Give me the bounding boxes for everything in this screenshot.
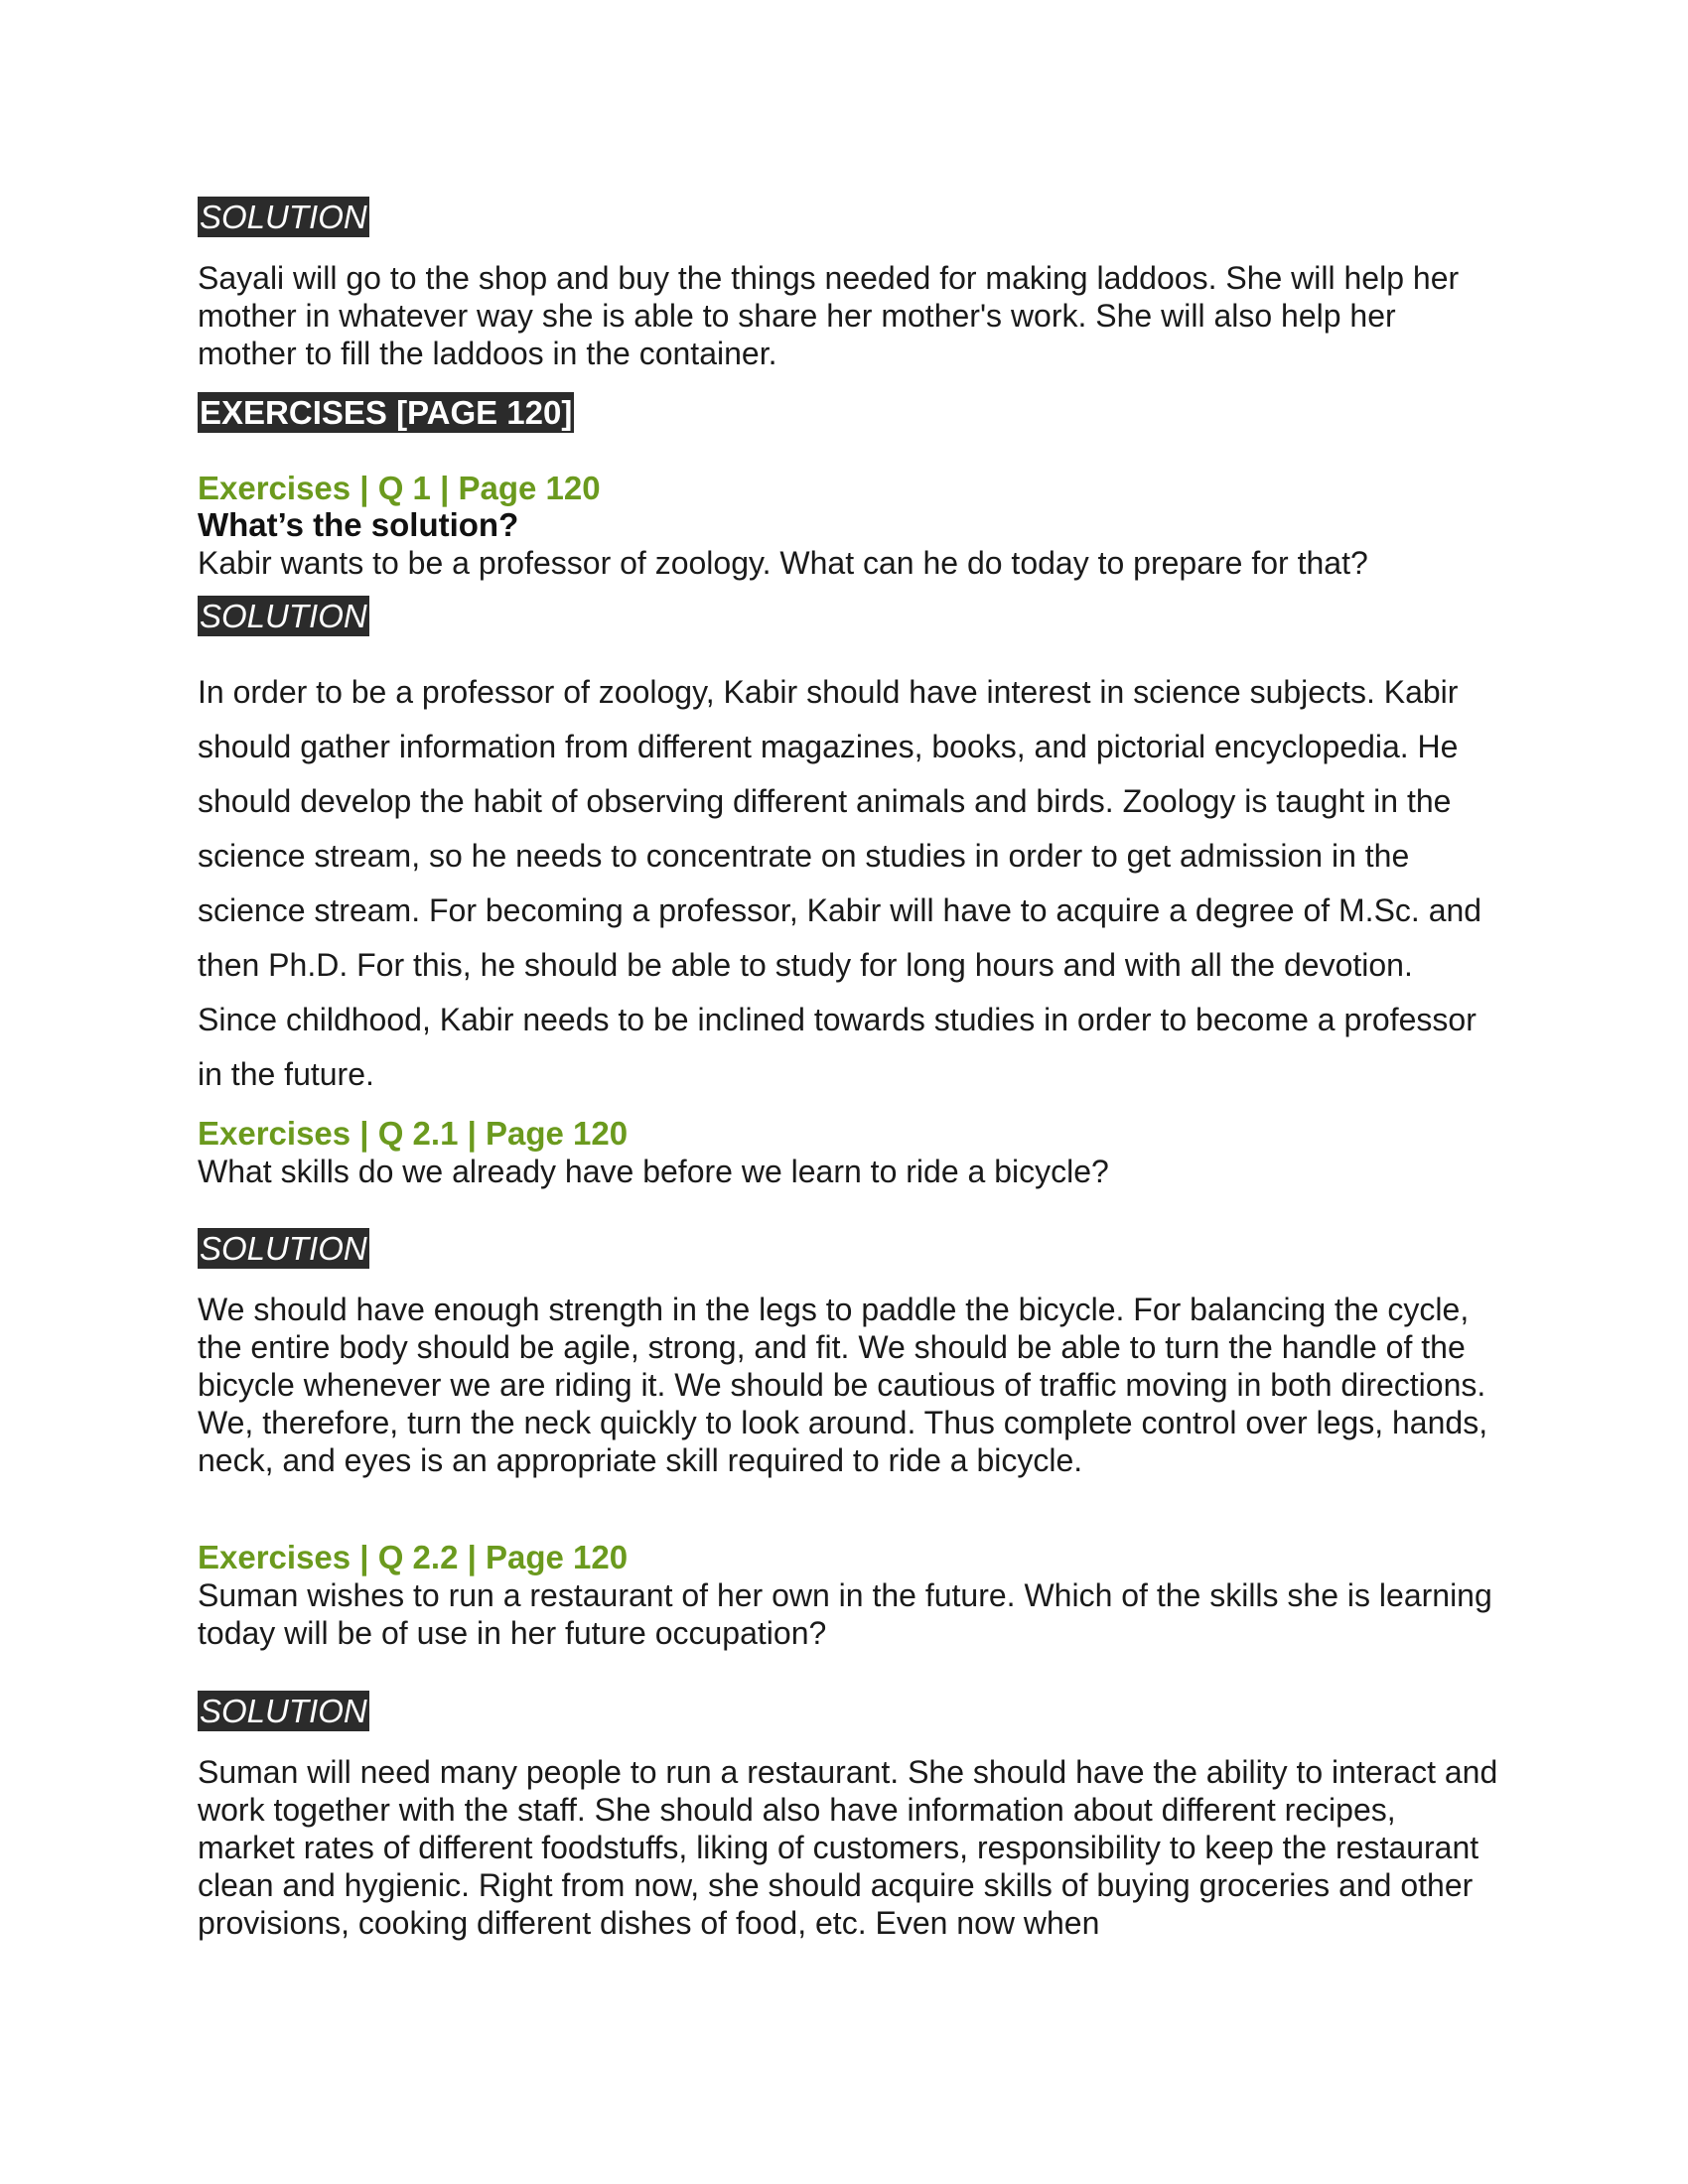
solution-answer bbox=[198, 1291, 1498, 1479]
question-text: Suman wishes to run a restaurant of her own in the future. Which of the skills she is learning today will be of use in her future occupation? bbox=[198, 1577, 1492, 1651]
question-heading: Exercises | Q 2.1 | Page 120 bbox=[198, 1115, 629, 1152]
question-text: What skills do we already have before we learn to ride a bicycle? bbox=[198, 1154, 1109, 1189]
solution-answer bbox=[198, 259, 1498, 372]
solution-answer bbox=[198, 665, 1498, 1102]
solution-answer bbox=[198, 1753, 1498, 1942]
exercises-header: EXERCISES [PAGE 120] bbox=[200, 394, 573, 431]
answer-text: We should have enough strength in the legs to paddle the bicycle. For balancing the cycle, the entire body should be agile, strong, and fit. We should be able to turn the handle of the bicycle whenever we are riding it. We should be cautious of traffic moving in both directions. We, therefore, turn the neck quickly to look around. Thus complete control over legs, hands, neck, and eyes is an appropriate skill required to ride a bicycle. bbox=[198, 1292, 1488, 1478]
answer-text: Sayali will go to the shop and buy the things needed for making laddoos. She will help her mother in whatever way she is able to share her mother's work. She will also help her mother to fill the laddoos in the container. bbox=[198, 260, 1460, 371]
question-text: Kabir wants to be a professor of zoology. What can he do today to prepare for that? bbox=[198, 545, 1368, 581]
solution-label: SOLUTION bbox=[200, 1693, 367, 1729]
answer-text: In order to be a professor of zoology, Kabir should have interest in science subjects. Kabir should gather information from different magazines, books, and pictorial encyclopedia. He should develop the habit of observing different animals and birds. Zoology is taught in the science stream, so he needs to concentrate on studies in order to get admission in the science stream. For becoming a professor, Kabir will have to acquire a degree of M.Sc. and then Ph.D. For this, he should be able to study for long hours and with all the devotion. Since childhood, Kabir needs to be inclined towards studies in order to become a professor in the future. bbox=[198, 674, 1482, 1092]
solution-label: SOLUTION bbox=[200, 598, 367, 634]
solution-label: SOLUTION bbox=[200, 1230, 367, 1267]
question-heading: Exercises | Q 2.2 | Page 120 bbox=[198, 1539, 629, 1575]
answer-text: Suman will need many people to run a restaurant. She should have the ability to interact and work together with the staff. She should also have information about different recipes, market rates of different foodstuffs, liking of customers, responsibility to keep the restaurant clean and hygienic. Right from now, she should acquire skills of buying groceries and other provisions, cooking different dishes of food, etc. Even now when bbox=[198, 1754, 1498, 1941]
question-heading: Exercises | Q 1 | Page 120 bbox=[198, 470, 601, 506]
solution-label: SOLUTION bbox=[200, 199, 367, 235]
question-subheading: What’s the solution? bbox=[198, 506, 519, 543]
